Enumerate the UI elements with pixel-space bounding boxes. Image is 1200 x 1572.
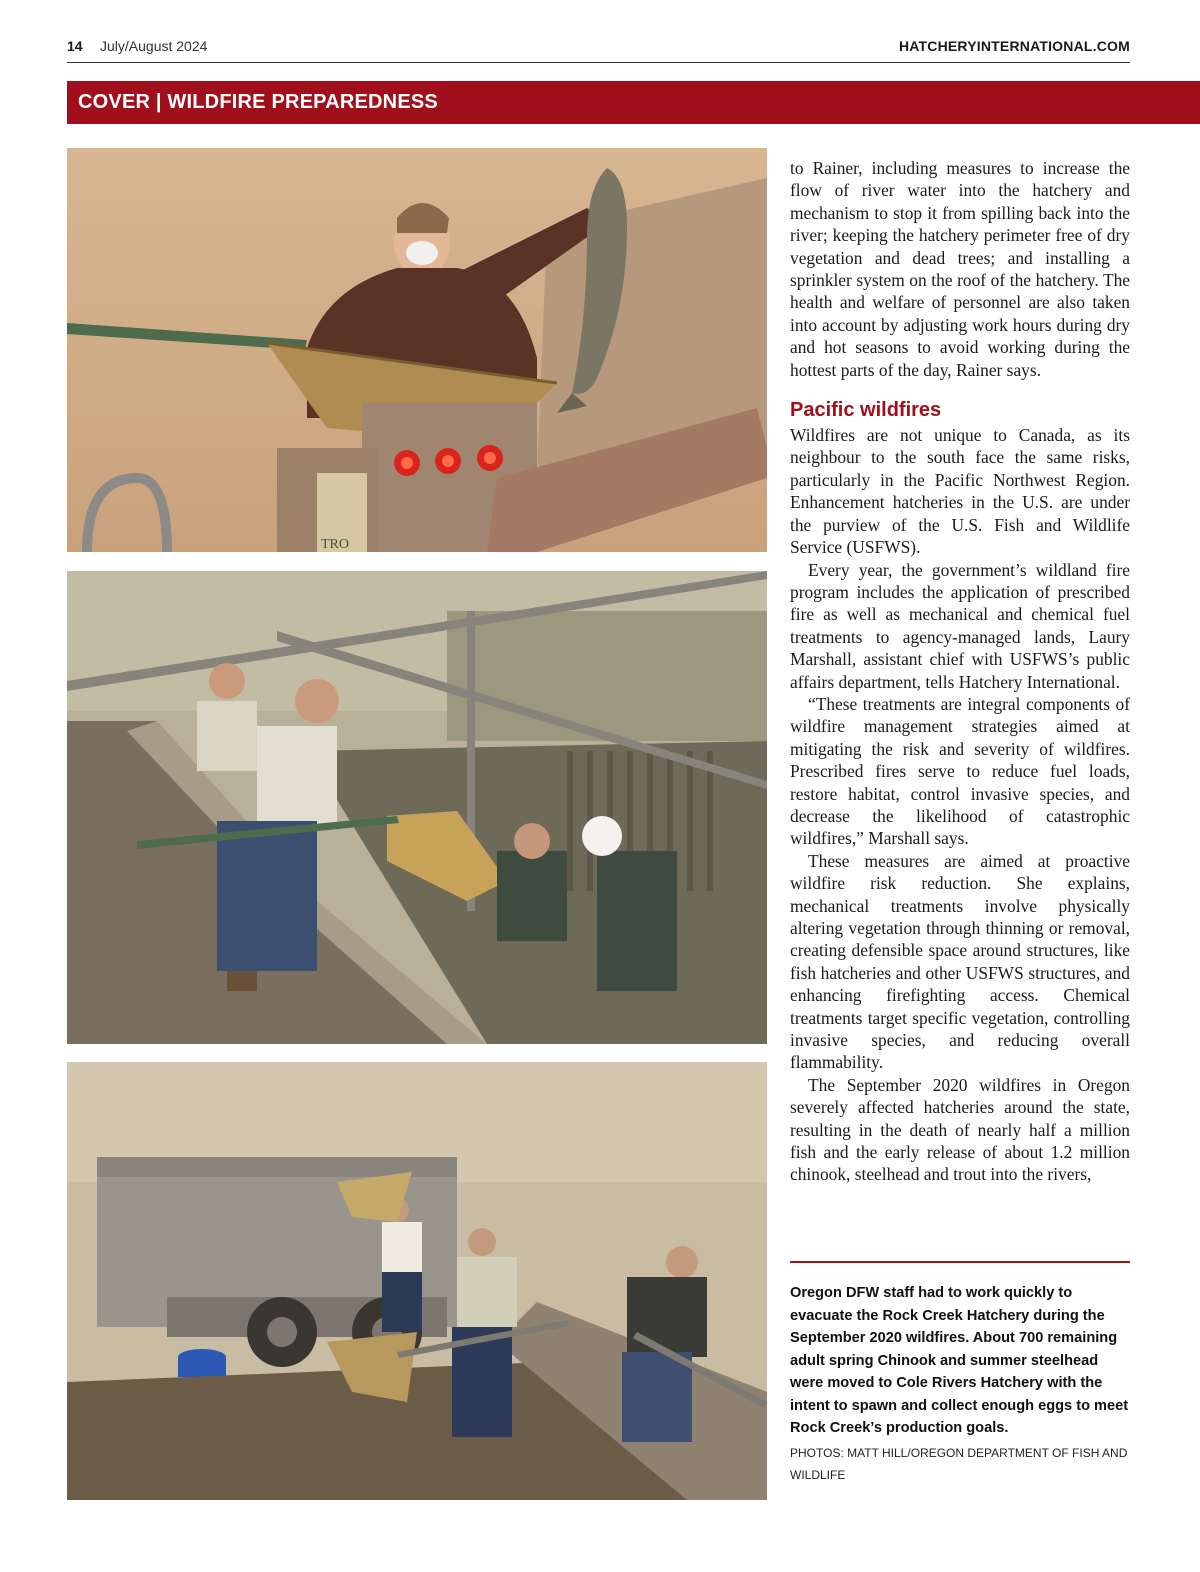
section-banner (67, 81, 1200, 124)
page-header (67, 36, 1130, 63)
article-subhead: Pacific wildfires (790, 399, 942, 422)
photo-credit: PHOTOS: MATT HILL/OREGON DEPARTMENT OF FISH AND WILDLIFE (790, 1445, 1128, 1482)
caption-divider (790, 1261, 1130, 1263)
article-paragraph-intro: to Rainer, including measures to increase the flow of river water into the hatchery and mechanism to stop it from spilling back into the river; keeping the hatchery perimeter free of dry vegetation and dead trees; and installing a sprinkler system on the roof of the hatchery. The health and welfare of personnel are also taken into account by adjusting work hours during dry and hot seasons to avoid working during the hottest parts of the day, Rainer says. (790, 158, 1130, 380)
article-paragraph: Every year, the government’s wildland fire program includes the application of prescribed fire as well as mechanical and chemical fuel treatments to agency-managed lands, Laury Marshall, assistant chief with USFWS’s public affairs department, tells Hatchery International. (790, 559, 1130, 692)
photo-worker-lifting-fish (67, 148, 767, 552)
article-paragraph: These measures are aimed at proactive wildfire risk reduction. She explains, mechanical treatments involve physically altering vegetation through thinning or removal, creating defensible space around structures, like fish hatcheries and other USFWS structures, and enhancing firefighting access. Chemical treatments target specific vegetation, controlling invasive species, and reducing overall flammability. (790, 850, 1130, 1073)
site-url: HATCHERYINTERNATIONAL.COM (898, 38, 1130, 54)
page-number: 14 (67, 38, 83, 54)
article-body (790, 157, 1130, 1186)
article-paragraph: “These treatments are integral components of wildfire management strategies aimed at mitigating the risk and severity of wildfires. Prescribed fires serve to reduce fuel loads, restore habitat, control invasive species, and decrease the likelihood of catastrophic wildfires,” Marshall says. (790, 693, 1130, 849)
photo-crew-netting-raceway (67, 571, 767, 1044)
photo-loading-tanker-truck (67, 1062, 767, 1500)
article-paragraph: Wildfires are not unique to Canada, as its neighbour to the south face the same risks, particularly in the Pacific Northwest Region. Enhancement hatcheries in the U.S. are under the purview of the U.S. Fish and Wildlife Service (USFWS). (790, 425, 1130, 558)
photo-caption (790, 1282, 1132, 1486)
section-banner-label: COVER | WILDFIRE PREPAREDNESS (78, 91, 438, 113)
issue-date: July/August 2024 (100, 38, 208, 54)
article-paragraph: The September 2020 wildfires in Oregon severely affected hatcheries around the state, resulting in the death of nearly half a million fish and the early release of about 1.2 million chinook, steelhead and trout into the rivers, (790, 1074, 1130, 1185)
truck-logo-text: TRO (321, 537, 349, 552)
caption-text: Oregon DFW staff had to work quickly to evacuate the Rock Creek Hatchery during the September 2020 wildfires. About 700 remaining adult spring Chinook and summer steelhead were moved to Cole Rivers Hatchery with the intent to spawn and collect enough eggs to meet Rock Creek’s production goals. (790, 1285, 1129, 1436)
